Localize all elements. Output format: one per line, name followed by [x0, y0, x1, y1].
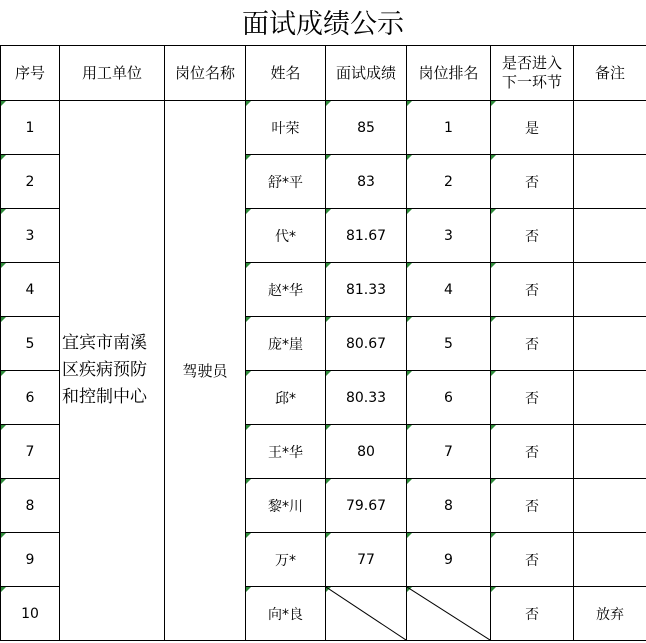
cell-rank	[407, 371, 491, 425]
cell-seq-text: 1	[25, 119, 35, 136]
cell-seq-text: 5	[25, 335, 35, 352]
header-seq: 序号	[1, 46, 60, 101]
cell-name-text: 王*华	[268, 444, 303, 461]
unit-text: 宜宾市南溪区疾病预防和控制中心	[62, 333, 147, 407]
cell-seq	[1, 155, 60, 209]
cell-marker	[1, 317, 6, 322]
cell-rank	[407, 479, 491, 533]
cell-name	[246, 263, 326, 317]
cell-rank-text: 7	[444, 443, 453, 460]
cell-marker	[491, 155, 496, 160]
cell-score-text: 79.67	[345, 497, 387, 514]
cell-marker	[246, 479, 251, 484]
cell-next-step	[491, 317, 574, 371]
cell-name-text: 邱*	[275, 390, 296, 407]
header-unit: 用工单位	[60, 46, 165, 101]
cell-next-step-text: 否	[525, 228, 539, 245]
cell-rank	[407, 101, 491, 155]
cell-marker	[246, 317, 251, 322]
cell-rank	[407, 263, 491, 317]
cell-next-step	[491, 263, 574, 317]
cell-remark	[574, 371, 646, 425]
cell-next-step	[491, 209, 574, 263]
cell-score	[326, 371, 407, 425]
cell-marker	[491, 533, 496, 538]
cell-rank-text: 9	[444, 551, 453, 568]
cell-rank	[407, 425, 491, 479]
cell-marker	[326, 155, 331, 160]
diagonal-slash	[326, 587, 406, 640]
cell-next-step-text: 否	[525, 336, 539, 353]
cell-next-step	[491, 101, 574, 155]
cell-marker	[246, 263, 251, 268]
cell-marker	[407, 371, 412, 376]
cell-score	[326, 101, 407, 155]
cell-name-text: 万*	[275, 552, 296, 569]
cell-marker	[326, 425, 331, 430]
cell-next-step	[491, 155, 574, 209]
cell-marker	[246, 101, 251, 106]
cell-score-text: 80	[357, 443, 375, 460]
cell-marker	[407, 209, 412, 214]
score-table	[0, 45, 646, 641]
cell-rank-text: 6	[444, 389, 453, 406]
cell-marker	[407, 479, 412, 484]
cell-position	[165, 101, 246, 641]
cell-score	[326, 425, 407, 479]
cell-marker	[407, 317, 412, 322]
cell-seq	[1, 533, 60, 587]
cell-marker	[1, 533, 6, 538]
cell-name-text: 代*	[275, 228, 296, 245]
cell-remark-text: 放弃	[596, 606, 624, 623]
cell-marker	[491, 371, 496, 376]
cell-marker	[1, 155, 6, 160]
cell-marker	[491, 587, 496, 592]
cell-next-step-text: 是	[525, 120, 539, 137]
cell-next-step	[491, 371, 574, 425]
cell-marker	[246, 155, 251, 160]
header-next-step-line2: 下一环节	[501, 73, 562, 91]
cell-rank-text: 5	[444, 335, 453, 352]
cell-name	[246, 101, 326, 155]
header-name: 姓名	[246, 46, 326, 101]
cell-rank	[407, 587, 491, 641]
cell-seq	[1, 587, 60, 641]
cell-score-text: 81.33	[345, 281, 387, 298]
cell-marker	[1, 425, 6, 430]
cell-rank-text: 4	[444, 281, 453, 298]
cell-name	[246, 317, 326, 371]
cell-marker	[1, 101, 6, 106]
cell-seq-text: 10	[21, 605, 39, 622]
cell-marker	[1, 479, 6, 484]
cell-score	[326, 263, 407, 317]
cell-marker	[491, 263, 496, 268]
cell-next-step-text: 否	[525, 390, 539, 407]
cell-marker	[326, 317, 331, 322]
cell-remark	[574, 479, 646, 533]
cell-name-text: 赵*华	[268, 282, 303, 299]
cell-next-step-text: 否	[525, 552, 539, 569]
cell-score	[326, 479, 407, 533]
cell-next-step	[491, 479, 574, 533]
cell-seq	[1, 209, 60, 263]
diagonal-slash	[407, 587, 490, 640]
cell-score	[326, 587, 407, 641]
cell-marker	[246, 425, 251, 430]
cell-marker	[491, 479, 496, 484]
cell-name-text: 黎*川	[268, 498, 303, 515]
cell-rank	[407, 317, 491, 371]
cell-remark	[574, 155, 646, 209]
cell-rank-text: 2	[444, 173, 453, 190]
cell-marker	[326, 479, 331, 484]
cell-next-step-text: 否	[525, 282, 539, 299]
header-rank: 岗位排名	[407, 46, 491, 101]
cell-name	[246, 587, 326, 641]
cell-name	[246, 479, 326, 533]
cell-name-text: 庞*崖	[268, 336, 303, 353]
cell-marker	[1, 371, 6, 376]
cell-next-step-text: 否	[525, 444, 539, 461]
cell-name-text: 叶荣	[271, 120, 300, 137]
table-row	[1, 101, 646, 155]
header-position: 岗位名称	[165, 46, 246, 101]
cell-seq	[1, 317, 60, 371]
header-next-step	[491, 46, 574, 101]
cell-name	[246, 155, 326, 209]
cell-score-text: 85	[357, 119, 375, 136]
cell-name-text: 舒*平	[268, 174, 303, 191]
cell-next-step	[491, 587, 574, 641]
cell-seq-text: 7	[25, 443, 35, 460]
cell-remark	[574, 263, 646, 317]
cell-marker	[326, 533, 331, 538]
cell-name	[246, 425, 326, 479]
cell-marker	[326, 263, 331, 268]
cell-remark	[574, 317, 646, 371]
cell-seq	[1, 425, 60, 479]
cell-marker	[246, 533, 251, 538]
cell-seq	[1, 479, 60, 533]
cell-name	[246, 371, 326, 425]
cell-seq-text: 2	[25, 173, 35, 190]
cell-marker	[246, 209, 251, 214]
header-next-step-line1: 是否进入	[501, 54, 562, 72]
cell-rank	[407, 209, 491, 263]
cell-seq-text: 8	[25, 497, 35, 514]
cell-marker	[326, 209, 331, 214]
cell-remark	[574, 209, 646, 263]
cell-score	[326, 533, 407, 587]
cell-seq	[1, 371, 60, 425]
cell-marker	[491, 425, 496, 430]
cell-marker	[407, 101, 412, 106]
cell-seq-text: 4	[25, 281, 35, 298]
cell-score	[326, 155, 407, 209]
cell-marker	[407, 533, 412, 538]
cell-score	[326, 209, 407, 263]
header-remark: 备注	[574, 46, 646, 101]
cell-next-step	[491, 533, 574, 587]
cell-next-step-text: 否	[525, 498, 539, 515]
cell-marker	[491, 101, 496, 106]
cell-score-text: 81.67	[345, 227, 387, 244]
cell-name	[246, 533, 326, 587]
cell-rank	[407, 155, 491, 209]
cell-seq-text: 9	[25, 551, 35, 568]
cell-marker	[407, 263, 412, 268]
cell-name	[246, 209, 326, 263]
cell-remark	[574, 101, 646, 155]
cell-next-step	[491, 425, 574, 479]
cell-marker	[407, 425, 412, 430]
cell-marker	[246, 371, 251, 376]
cell-marker	[1, 263, 6, 268]
cell-rank	[407, 533, 491, 587]
cell-seq	[1, 101, 60, 155]
cell-rank-text: 8	[444, 497, 453, 514]
cell-marker	[491, 317, 496, 322]
cell-name-text: 向*良	[268, 606, 303, 623]
cell-marker	[407, 155, 412, 160]
cell-rank-text: 3	[444, 227, 453, 244]
cell-rank-text: 1	[444, 119, 453, 136]
cell-seq-text: 6	[25, 389, 35, 406]
cell-score-text: 80.67	[345, 335, 387, 352]
header-score: 面试成绩	[326, 46, 407, 101]
header-row	[1, 46, 646, 101]
cell-next-step-text: 否	[525, 174, 539, 191]
position-text: 驾驶员	[182, 362, 228, 380]
cell-remark	[574, 533, 646, 587]
cell-marker	[326, 371, 331, 376]
cell-marker	[326, 101, 331, 106]
cell-seq-text: 3	[25, 227, 35, 244]
cell-remark	[574, 587, 646, 641]
cell-marker	[246, 587, 251, 592]
cell-unit	[60, 101, 165, 641]
cell-score-text: 83	[357, 173, 375, 190]
cell-score	[326, 317, 407, 371]
cell-next-step-text: 否	[525, 606, 539, 623]
cell-seq	[1, 263, 60, 317]
page-title: 面试成绩公示	[242, 9, 404, 40]
cell-score-text: 80.33	[345, 389, 387, 406]
cell-score-text: 77	[357, 551, 375, 568]
cell-marker	[491, 209, 496, 214]
cell-remark	[574, 425, 646, 479]
cell-marker	[1, 587, 6, 592]
cell-marker	[1, 209, 6, 214]
